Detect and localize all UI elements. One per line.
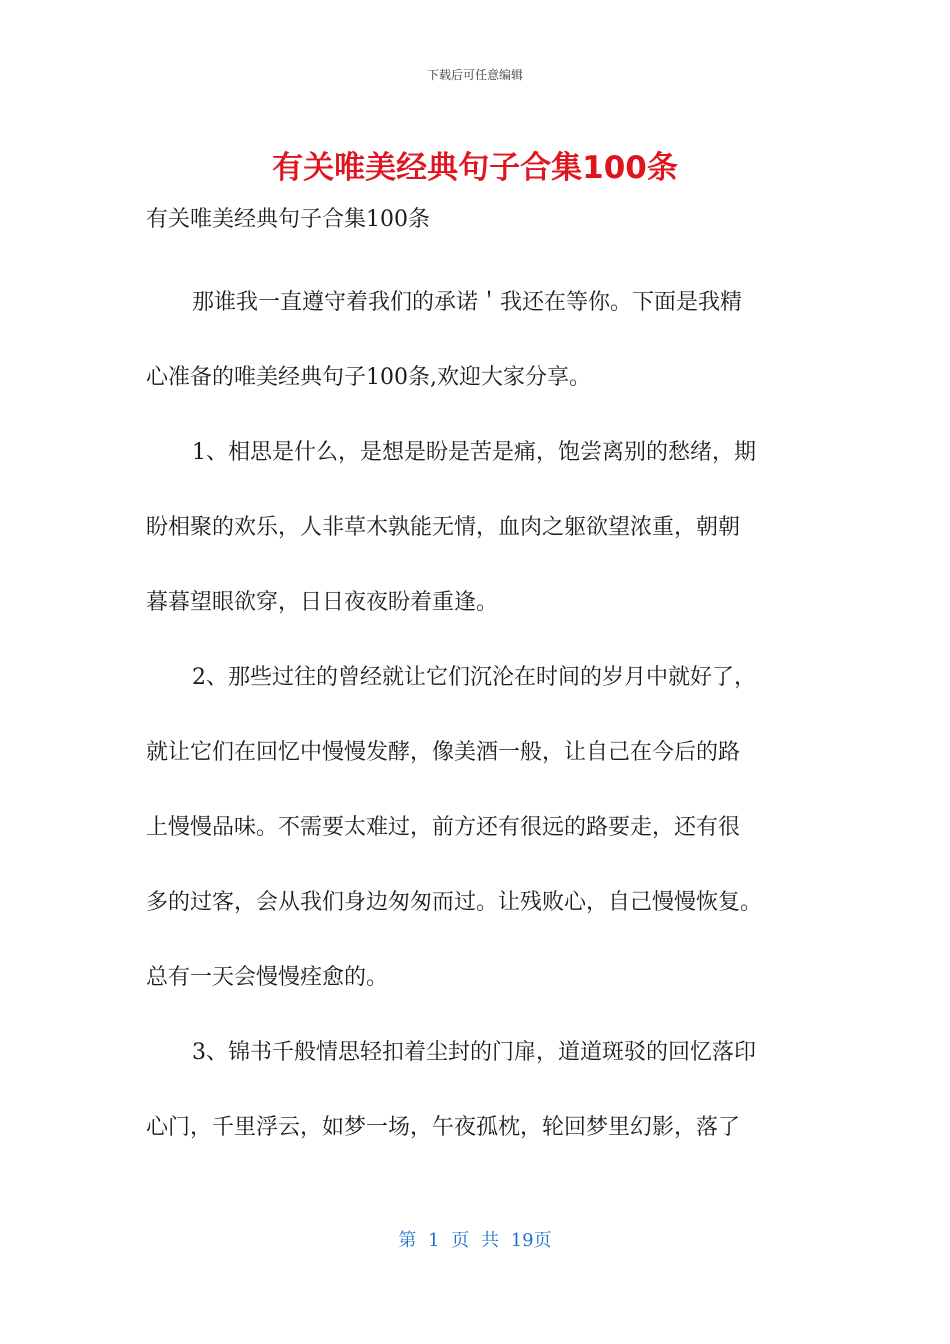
paragraph-line: 盼相聚的欢乐，人非草木孰能无情，血肉之躯欲望浓重，朝朝 (146, 515, 741, 540)
paragraph-line: 1、相思是什么，是想是盼是苦是痛，饱尝离别的愁绪，期 (192, 440, 756, 465)
paragraph-line: 暮暮望眼欲穿，日日夜夜盼着重逢。 (146, 590, 499, 615)
paragraph-line: 就让它们在回忆中慢慢发酵，像美酒一般，让自己在今后的路 (146, 740, 741, 765)
paragraph-line: 3、锦书千般情思轻扣着尘封的门扉，道道斑驳的回忆落印 (192, 1040, 756, 1065)
page-number-footer: 第 1 页 共 19页 (398, 1230, 552, 1251)
document-body (146, 198, 811, 1181)
paragraph-line: 2、那些过往的曾经就让它们沉沦在时间的岁月中就好了， (192, 665, 756, 690)
body-subtitle: 有关唯美经典句子合集100条 (146, 207, 430, 232)
paragraph-line: 心门，千里浮云，如梦一场，午夜孤枕，轮回梦里幻影，落了 (146, 1115, 741, 1140)
paragraph-line: 总有一天会慢慢痊愈的。 (146, 965, 389, 990)
paragraph-line: 那谁我一直遵守着我们的承诺＇我还在等你。下面是我精 (192, 290, 743, 315)
paragraph-line: 心准备的唯美经典句子100条,欢迎大家分享。 (146, 365, 591, 390)
paragraph-line: 多的过客，会从我们身边匆匆而过。让残败心，自己慢慢恢复。 (146, 890, 763, 915)
document-title: 有关唯美经典句子合集100条 (272, 150, 678, 186)
page-header-note: 下载后可任意编辑 (426, 68, 523, 82)
paragraph-line: 上慢慢品味。不需要太难过，前方还有很远的路要走，还有很 (146, 815, 741, 840)
